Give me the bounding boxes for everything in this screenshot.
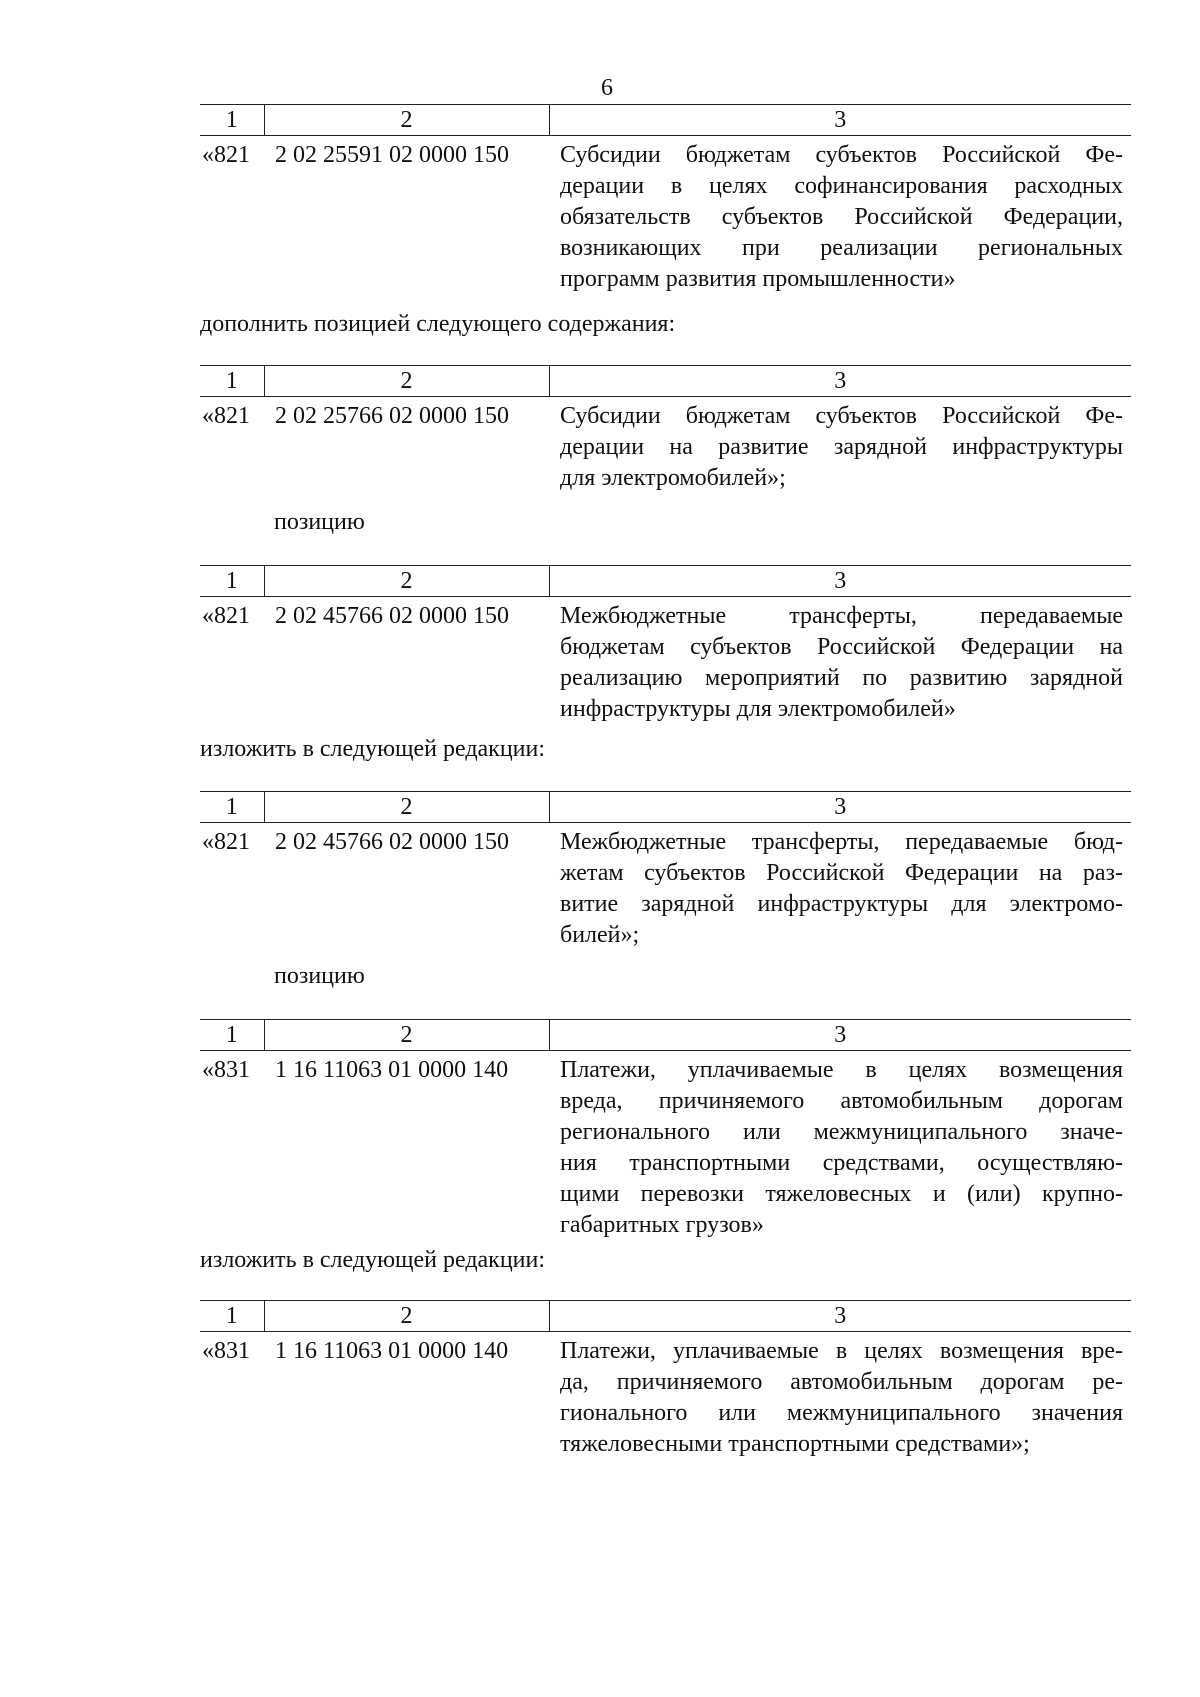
description-line: да, причиняемого автомобильным дорогам ре- (560, 1369, 1123, 1395)
description-line: дерации в целях софинансирования расходных (560, 173, 1123, 199)
position-table (200, 365, 1131, 494)
admin-code: «821 (202, 403, 250, 429)
column-header: 1 (200, 366, 264, 397)
column-header: 1 (200, 105, 264, 136)
table-header-row (200, 566, 1131, 597)
description-line: обязательств субъектов Российской Федерации, (560, 204, 1123, 230)
income-description (549, 1332, 1131, 1461)
description-line: ния транспортными средствами, осуществляю- (560, 1150, 1123, 1176)
income-description (549, 136, 1131, 296)
position-table (200, 791, 1131, 951)
kbk-code: 2 02 25591 02 0000 150 (275, 142, 509, 168)
instruction-text: дополнить позицией следующего содержания: (200, 311, 676, 337)
table-row (200, 823, 1131, 952)
column-header: 3 (549, 1301, 1131, 1332)
kbk-code: 2 02 45766 02 0000 150 (275, 603, 509, 629)
income-description (549, 1051, 1131, 1242)
table-row (200, 1051, 1131, 1242)
description-line: гионального или межмуниципального значения (560, 1400, 1123, 1426)
description-line: для электромобилей»; (560, 465, 786, 491)
column-header: 1 (200, 1301, 264, 1332)
description-line: реализацию мероприятий по развитию зарядной (560, 665, 1123, 691)
kbk-code: 1 16 11063 01 0000 140 (275, 1338, 509, 1364)
description-line: Платежи, уплачиваемые в целях возмещения вре- (560, 1338, 1123, 1364)
description-line: программ развития промышленности» (560, 266, 956, 292)
table-row (200, 597, 1131, 726)
description-line: тяжеловесными транспортными средствами»; (560, 1431, 1030, 1457)
position-table (200, 1019, 1131, 1241)
position-table (200, 104, 1131, 295)
column-header: 2 (264, 366, 549, 397)
income-description (549, 823, 1131, 952)
column-header: 3 (549, 566, 1131, 597)
description-line: витие зарядной инфраструктуры для электромо- (560, 891, 1123, 917)
kbk-code: 2 02 45766 02 0000 150 (275, 829, 509, 855)
table-header-row (200, 792, 1131, 823)
description-line: Межбюджетные трансферты, передаваемые (560, 603, 1123, 629)
description-line: регионального или межмуниципального значе- (560, 1119, 1123, 1145)
admin-code: «821 (202, 142, 250, 168)
table-header-row (200, 1020, 1131, 1051)
kbk-code: 2 02 25766 02 0000 150 (275, 403, 509, 429)
description-line: билей»; (560, 922, 640, 948)
admin-code: «821 (202, 603, 250, 629)
table-row (200, 136, 1131, 296)
position-table (200, 1300, 1131, 1460)
table-row (200, 397, 1131, 495)
description-line: Субсидии бюджетам субъектов Российской Фе- (560, 142, 1123, 168)
column-header: 2 (264, 105, 549, 136)
position-table (200, 565, 1131, 725)
column-header: 2 (264, 1301, 549, 1332)
description-line: Межбюджетные трансферты, передаваемые бюд- (560, 829, 1123, 855)
table-header-row (200, 366, 1131, 397)
table-row (200, 1332, 1131, 1461)
instruction-text: изложить в следующей редакции: (200, 1247, 546, 1273)
admin-code: «831 (202, 1057, 250, 1083)
column-header: 3 (549, 366, 1131, 397)
page-number: 6 (601, 75, 613, 101)
column-header: 1 (200, 1020, 264, 1051)
description-line: бюджетам субъектов Российской Федерации на (560, 634, 1123, 660)
admin-code: «821 (202, 829, 250, 855)
column-header: 3 (549, 105, 1131, 136)
description-line: дерации на развитие зарядной инфраструктуры (560, 434, 1123, 460)
description-line: жетам субъектов Российской Федерации на раз- (560, 860, 1123, 886)
instruction-text: позицию (274, 963, 365, 989)
column-header: 1 (200, 792, 264, 823)
column-header: 2 (264, 566, 549, 597)
instruction-text: изложить в следующей редакции: (200, 736, 546, 762)
admin-code: «831 (202, 1338, 250, 1364)
column-header: 2 (264, 1020, 549, 1051)
description-line: вреда, причиняемого автомобильным дорогам (560, 1088, 1123, 1114)
column-header: 3 (549, 792, 1131, 823)
description-line: Субсидии бюджетам субъектов Российской Фе- (560, 403, 1123, 429)
income-description (549, 397, 1131, 495)
description-line: инфраструктуры для электромобилей» (560, 696, 956, 722)
column-header: 3 (549, 1020, 1131, 1051)
kbk-code: 1 16 11063 01 0000 140 (275, 1057, 509, 1083)
income-description (549, 597, 1131, 726)
table-header-row (200, 1301, 1131, 1332)
instruction-text: позицию (274, 509, 365, 535)
description-line: возникающих при реализации региональных (560, 235, 1123, 261)
description-line: Платежи, уплачиваемые в целях возмещения (560, 1057, 1123, 1083)
table-header-row (200, 105, 1131, 136)
description-line: щими перевозки тяжеловесных и (или) крупно- (560, 1181, 1123, 1207)
column-header: 1 (200, 566, 264, 597)
description-line: габаритных грузов» (560, 1212, 764, 1238)
column-header: 2 (264, 792, 549, 823)
